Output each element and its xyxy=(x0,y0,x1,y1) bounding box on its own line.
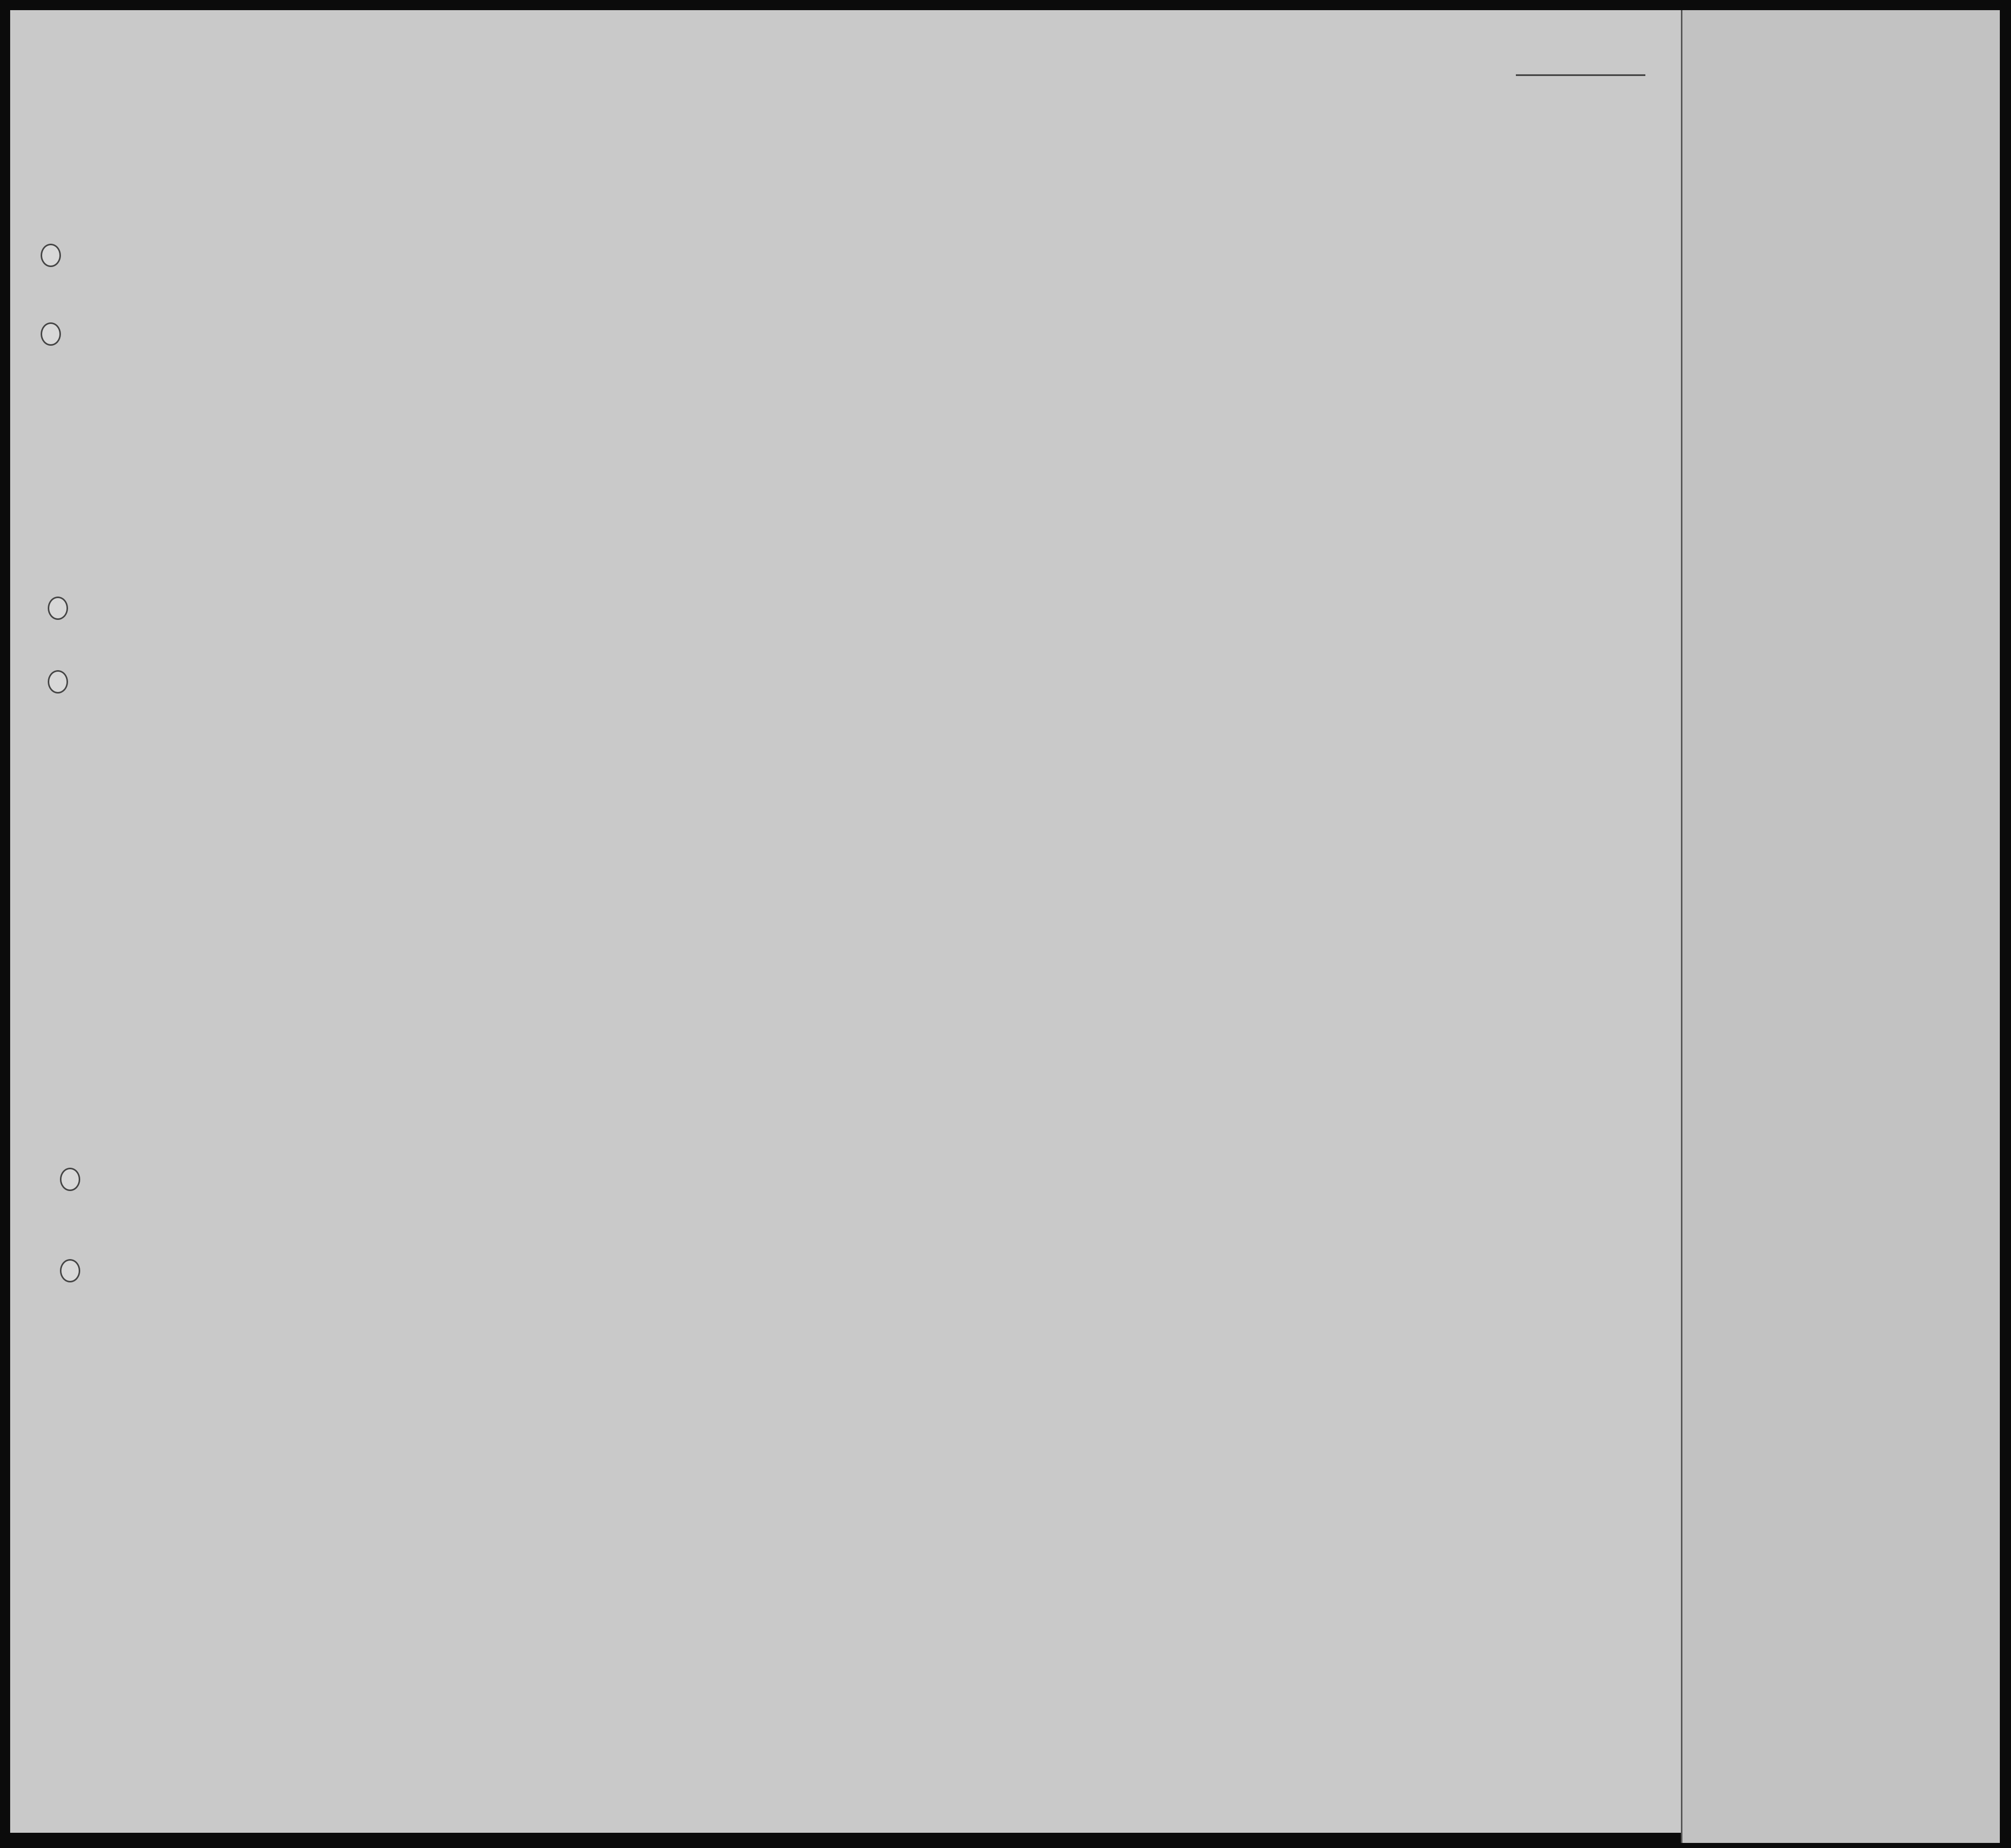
col-25-header xyxy=(983,300,1018,426)
col-20-b xyxy=(767,312,797,426)
col-20-c xyxy=(820,312,846,426)
col-21-header xyxy=(852,305,884,426)
col-20-a xyxy=(711,312,751,426)
col-26-header xyxy=(1036,300,1061,426)
col-24-header xyxy=(940,300,981,426)
